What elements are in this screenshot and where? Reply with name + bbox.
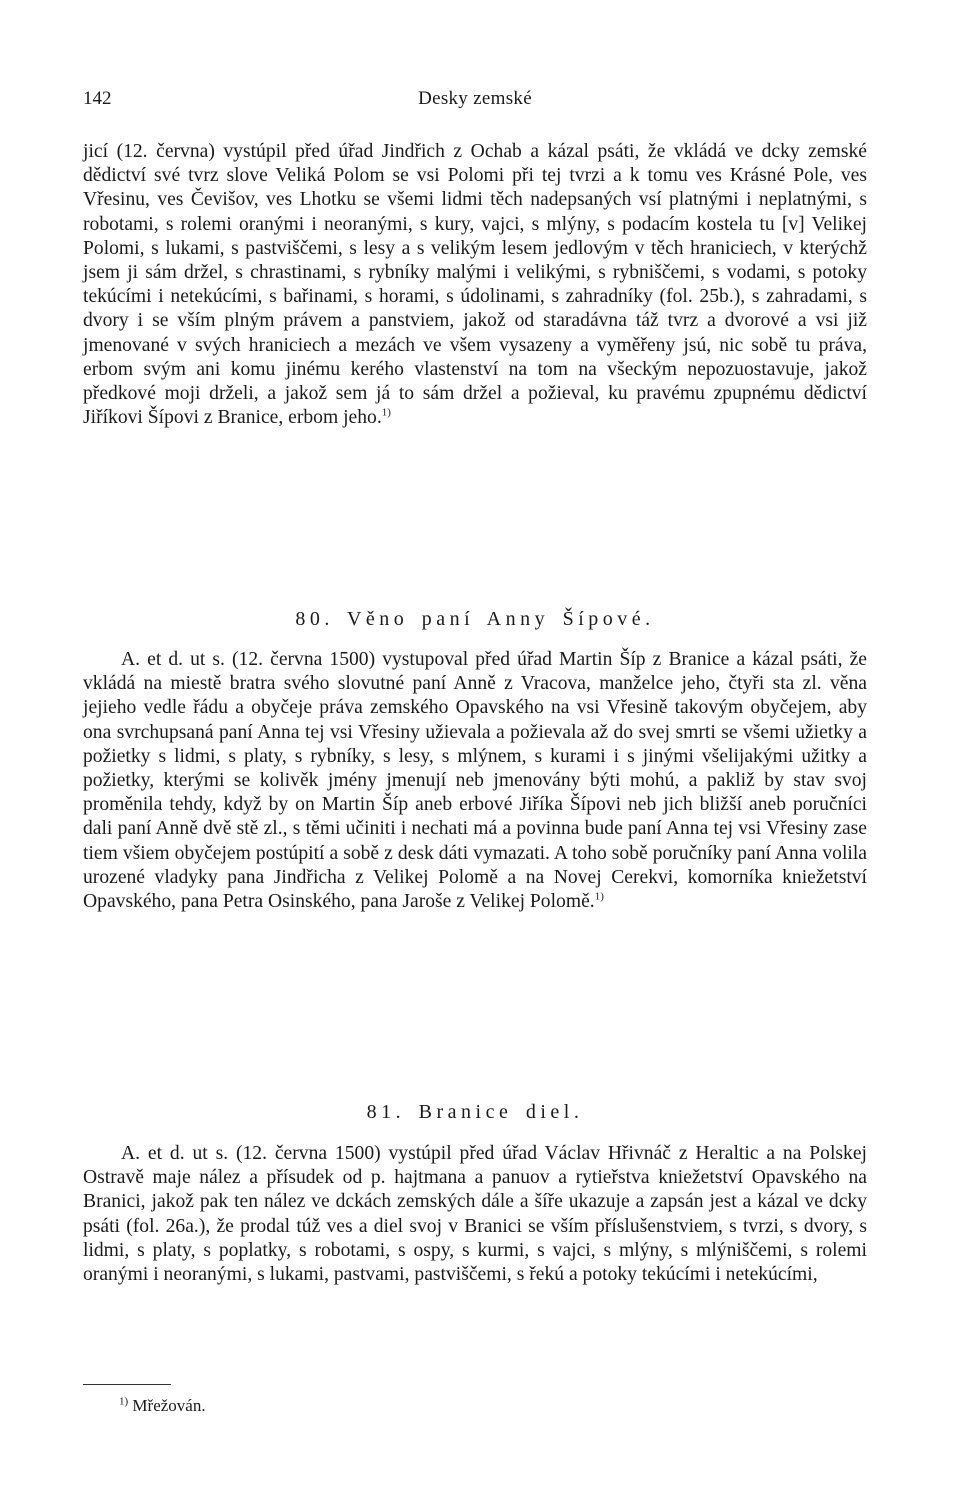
opening-paragraph-block	[83, 140, 867, 430]
document-page	[83, 0, 867, 1508]
section-81-heading: 81. Branice diel.	[366, 1101, 584, 1123]
footnote-divider	[83, 1384, 171, 1385]
opening-paragraph-text: jicí (12. června) vystúpil před úřad Jindřich z Ochab a kázal psáti, že vkládá ve dcky zemské dědictví své tvrz slove Veliká Polom se vsi Polomi při tej tvrzi a k tomu ves Krásné Pole, ves Vřesinu, ves Čevišov, ves Lhotku se všemi lidmi těch nadepsaných vsí platnými i neplatnými, s robotami, s rolemi oranými i neoranými, s kury, vajci, s mlýny, s podacím kostela tu [v] Velikej Polomi, s lukami, s pastviščemi, s lesy a s velikým lesem jedlovým v těch hraniciech, v kterýchž jsem ji sám držel, s chrastinami, s rybníky malými i velikými, s rybniščemi, s vodami, s potoky tekúcími i netekúcími, s bařinami, s horami, s údolinami, s zahradníky (fol. 25b.), s zahradami, s dvory i se vším plným právem a panstviem, jakož od staradávna táž tvrz a dvorové a vsi již jmenované v svých hraniciech a mezách ve všem vysazeny a vyměřeny jsú, nic sobě tu práva, erbom svým ani komu jinému kerého vlastenství na tom na všeckým nepozuostavuje, jakož předkové moji drželi, a jakož sem já to sám držel a požieval, ku pravému zpupnému dědictví Jiříkovi Šípovi z Branice, erbom jeho.	[83, 141, 867, 429]
running-title: Desky zemské	[418, 88, 532, 109]
section-80-paragraph	[83, 648, 867, 914]
footnote-mark: 1)	[119, 1395, 129, 1408]
footnote-reference: 1)	[594, 890, 604, 903]
opening-paragraph	[83, 140, 867, 430]
section-80-text: A. et d. ut s. (12. června 1500) vystupoval před úřad Martin Šíp z Branice a kázal psáti, že vkládá na miestě bratra svého slovutné paní Anně z Vracova, manželce jeho, čtyři sta zl. věna jejieho vedle řádu a obyčeje práva zemského Opavského na vsi Vřesině takovým obyčejem, aby ona svrchupsaná paní Anna tej vsi Vřesiny užievala a požievala až do svej smrti se všemi užietky a požietky s lidmi, s platy, s rybníky, s lesy, s mlýnem, s kurami i s jinými všelijakými užitky a požietky, kterými se kolivěk jmény jmenují neb jmenovány býti mohú, a pakliž by stav svoj proměnila tehdy, když by on Martin Šíp aneb erbové Jiříka Šípovi neb jich bližší aneb poručníci dali paní Anně dvě stě zl., s těmi učiniti i nechati má a povinna bude paní Anna tej vsi Vřesiny zase tiem všiem obyčejem postúpití a sobě z desk dáti vymazati. A toho sobě poručníky paní Anna volila urozené vladyky pana Jindřicha z Velikej Polomě a na Novej Cerekvi, komorníka kniežetství Opavského, pana Petra Osinského, pana Jaroše z Velikej Polomě.	[83, 649, 867, 913]
section-80-block	[83, 648, 867, 914]
footnote-reference: 1)	[381, 406, 391, 419]
section-81-block	[83, 1142, 867, 1287]
footnote-text: Mřežován.	[132, 1396, 206, 1415]
section-81-text: A. et d. ut s. (12. června 1500) vystúpil před úřad Václav Hřivnáč z Heraltic a na Polskej Ostravě maje nález a přísudek od p. hajtmana a panuov a rytieřstva kniežetství Opavského na Branici, jakož pak ten nález ve dckách zemských dále a šíře ukazuje a zapsán jest a kázal ve dcky psáti (fol. 26a.), že prodal túž ves a diel svoj v Branici se vším příslušenstviem, s tvrzi, s dvory, s lidmi, s platy, s poplatky, s robotami, s ospy, s kurmi, s vajci, s mlýny, s mlýniščemi, s rolemi oranými i neoranými, s lukami, pastvami, pastviščemi, s řekú a potoky tekúcími i netekúcími,	[83, 1143, 867, 1286]
running-head	[83, 88, 867, 114]
page-number: 142	[83, 88, 112, 109]
section-80-heading: 80. Věno paní Anny Šípové.	[295, 608, 655, 630]
section-81-paragraph	[83, 1142, 867, 1287]
footnote	[119, 1396, 206, 1416]
